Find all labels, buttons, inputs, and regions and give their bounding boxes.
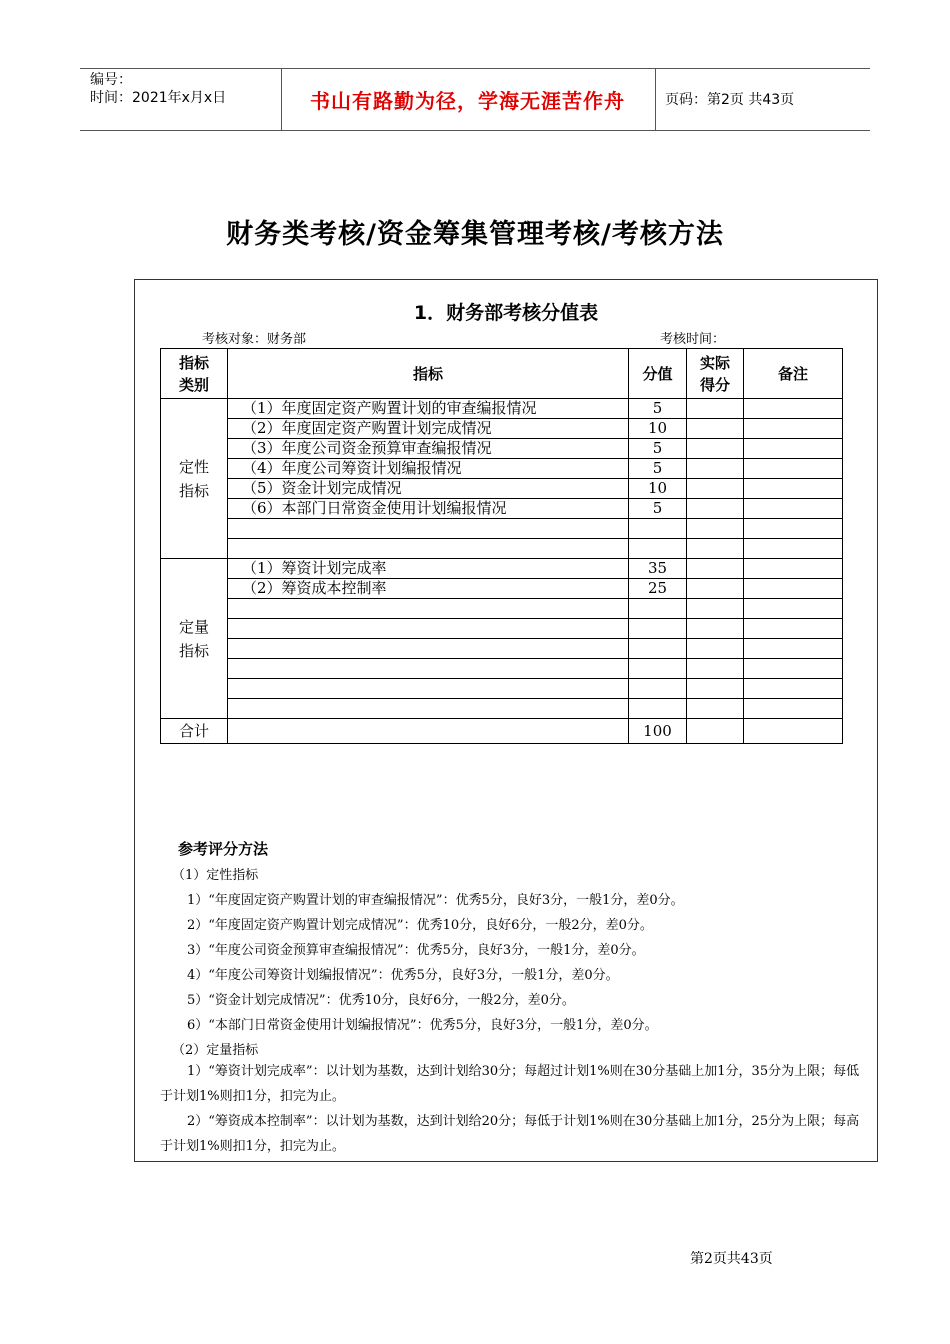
- method-item: 1）“筹资计划完成率”：以计划为基数，达到计划给30分；每超过计划1%则在30分基础上加1分，35分为上限；每低于计划1%则扣1分，扣完为止。: [160, 1064, 860, 1104]
- col-score: 分值: [629, 349, 687, 399]
- remark-cell: [744, 459, 843, 479]
- indicator-cell: （4）年度公司筹资计划编报情况: [228, 459, 629, 479]
- page-header: [80, 68, 870, 131]
- total-score: 100: [629, 719, 687, 744]
- table-row: [161, 399, 843, 419]
- score-cell: 25: [629, 579, 687, 599]
- table-row: [161, 579, 843, 599]
- header-page-info: 页码：第2页 共43页: [665, 92, 795, 108]
- method-item: 2）“年度固定资产购置计划完成情况”：优秀10分，良好6分，一般2分，差0分。: [187, 918, 653, 933]
- col-actual: 实际得分: [687, 349, 744, 399]
- score-cell: 35: [629, 559, 687, 579]
- actual-cell: [687, 499, 744, 519]
- table-row: [161, 439, 843, 459]
- table-row-empty: [161, 639, 843, 659]
- method-item: 1）“年度固定资产购置计划的审查编报情况”：优秀5分，良好3分，一般1分，差0分。: [187, 893, 684, 908]
- method-item: 3）“年度公司资金预算审查编报情况”：优秀5分，良好3分，一般1分，差0分。: [187, 943, 645, 958]
- method-item: 2）“筹资成本控制率”：以计划为基数，达到计划给20分；每低于计划1%则在30分基础上加1分，25分为上限；每高于计划1%则扣1分，扣完为止。: [160, 1114, 860, 1154]
- score-cell: 10: [629, 479, 687, 499]
- indicator-cell: （2）年度固定资产购置计划完成情况: [228, 419, 629, 439]
- table-header-row: [161, 349, 843, 399]
- score-cell: 5: [629, 459, 687, 479]
- table-row-empty: [161, 599, 843, 619]
- indicator-cell: （5）资金计划完成情况: [228, 479, 629, 499]
- score-cell: 5: [629, 439, 687, 459]
- table-title: 1．财务部考核分值表: [413, 302, 599, 324]
- col-category: 指标类别: [161, 349, 228, 399]
- remark-cell: [744, 479, 843, 499]
- page-footer: 第2页共43页: [690, 1251, 773, 1267]
- actual-cell: [687, 479, 744, 499]
- table-row-total: [161, 719, 843, 744]
- indicator-cell: （1）筹资计划完成率: [228, 559, 629, 579]
- table-row-empty: [161, 539, 843, 559]
- indicator-cell: （2）筹资成本控制率: [228, 579, 629, 599]
- code-label: 编号：: [90, 72, 132, 88]
- time-label: 考核时间：: [660, 332, 726, 347]
- actual-cell: [687, 459, 744, 479]
- remark-cell: [744, 399, 843, 419]
- table-row: [161, 479, 843, 499]
- indicator-cell: （6）本部门日常资金使用计划编报情况: [228, 499, 629, 519]
- header-motto: 书山有路勤为径，学海无涯苦作舟: [310, 89, 625, 113]
- table-row-empty: [161, 619, 843, 639]
- qual-heading: （1）定性指标: [172, 868, 259, 883]
- date-label: 时间：2021年x月x日: [90, 90, 227, 106]
- category-qualitative: 定性指标: [161, 399, 228, 559]
- remark-cell: [744, 419, 843, 439]
- method-title: 参考评分方法: [178, 840, 269, 858]
- method-item: 5）“资金计划完成情况”：优秀10分，良好6分，一般2分，差0分。: [187, 993, 575, 1008]
- category-quantitative: 定量指标: [161, 559, 228, 719]
- object-label: 考核对象：财务部: [202, 332, 307, 347]
- total-label: 合计: [161, 719, 228, 744]
- actual-cell: [687, 399, 744, 419]
- table-row-empty: [161, 659, 843, 679]
- remark-cell: [744, 499, 843, 519]
- table-row: [161, 419, 843, 439]
- actual-cell: [687, 439, 744, 459]
- score-table: [160, 348, 843, 744]
- method-item: 6）“本部门日常资金使用计划编报情况”：优秀5分，良好3分，一般1分，差0分。: [187, 1018, 658, 1033]
- remark-cell: [744, 559, 843, 579]
- table-row: [161, 459, 843, 479]
- header-divider: [655, 69, 656, 130]
- page-title: 财务类考核/资金筹集管理考核/考核方法: [226, 219, 724, 250]
- remark-cell: [744, 439, 843, 459]
- table-row-empty: [161, 679, 843, 699]
- col-indicator: 指标: [228, 349, 629, 399]
- actual-cell: [687, 559, 744, 579]
- score-cell: 10: [629, 419, 687, 439]
- indicator-cell: （1）年度固定资产购置计划的审查编报情况: [228, 399, 629, 419]
- quant-heading: （2）定量指标: [172, 1043, 259, 1058]
- indicator-cell: （3）年度公司资金预算审查编报情况: [228, 439, 629, 459]
- method-item: 4）“年度公司筹资计划编报情况”：优秀5分，良好3分，一般1分，差0分。: [187, 968, 619, 983]
- table-row: [161, 559, 843, 579]
- actual-cell: [687, 579, 744, 599]
- header-meta: [90, 71, 226, 107]
- table-row-empty: [161, 519, 843, 539]
- score-cell: 5: [629, 499, 687, 519]
- remark-cell: [744, 579, 843, 599]
- table-row-empty: [161, 699, 843, 719]
- actual-cell: [687, 419, 744, 439]
- table-row: [161, 499, 843, 519]
- score-cell: 5: [629, 399, 687, 419]
- col-remark: 备注: [744, 349, 843, 399]
